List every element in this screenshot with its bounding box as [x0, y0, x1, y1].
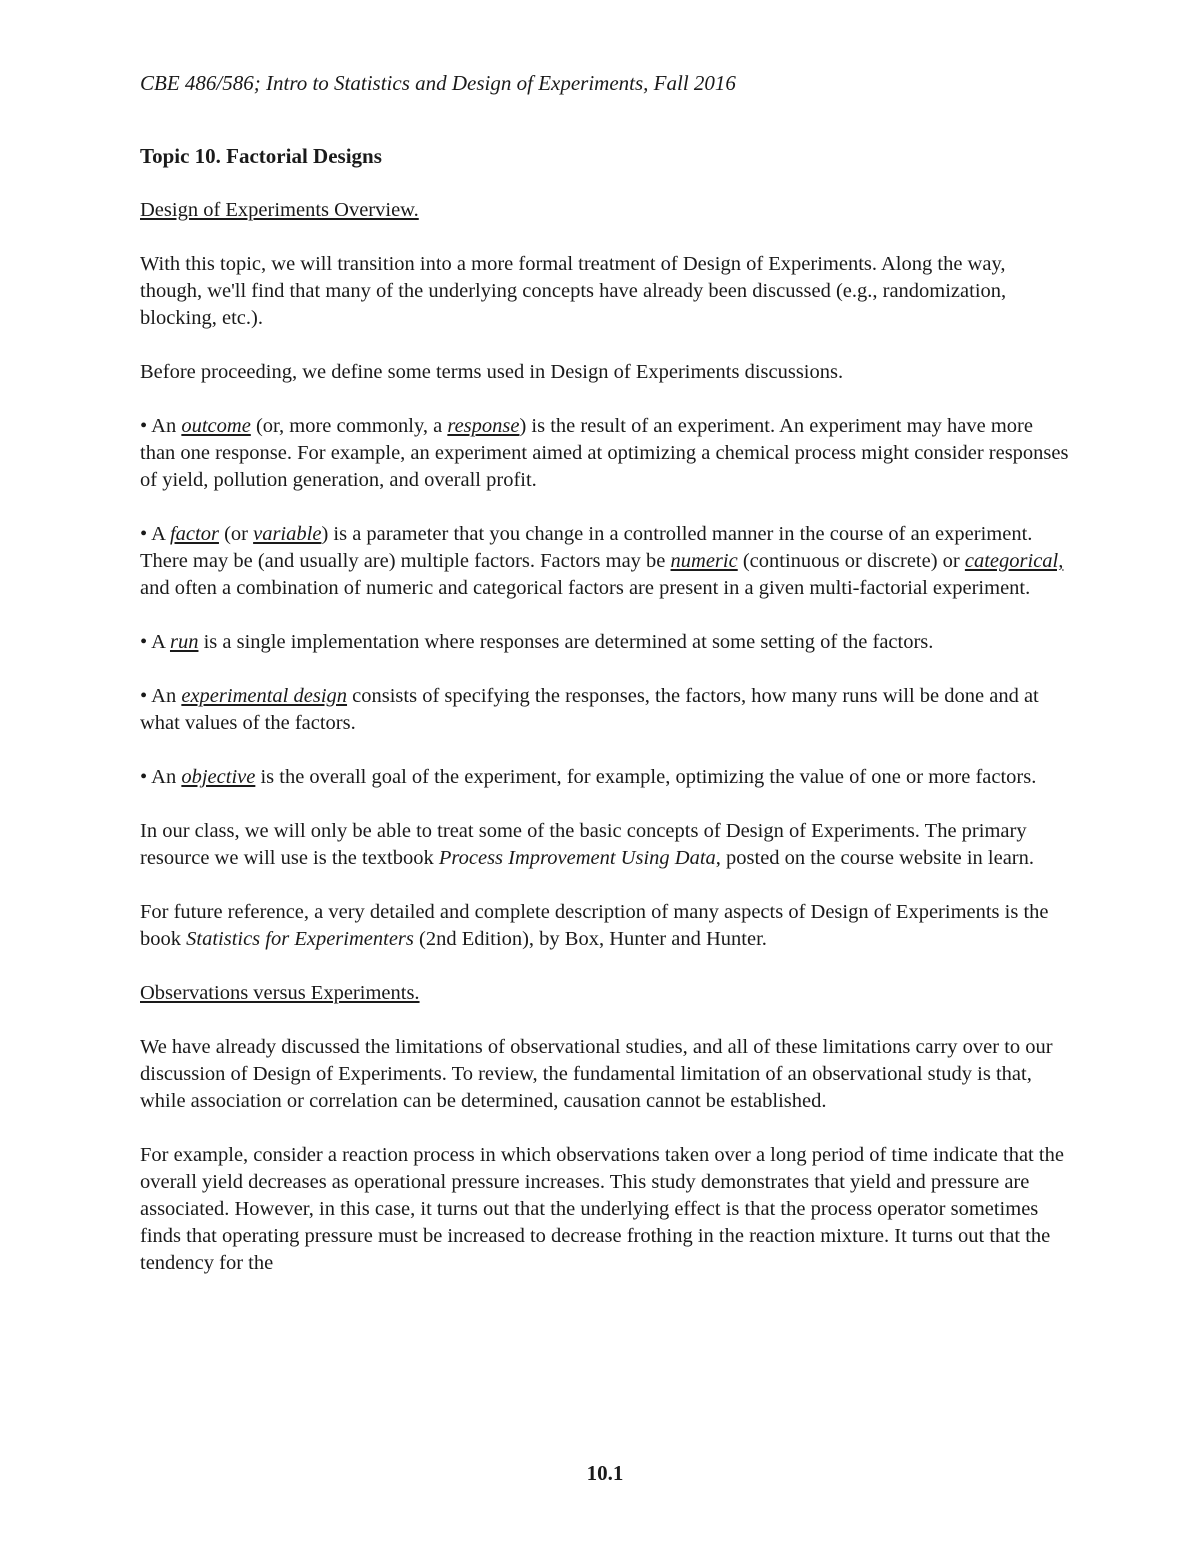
paragraph-observational: We have already discussed the limitations of observational studies, and all of these limitations carry over to our discussion of Design of Experiments. To review, the fundamental limitation of an observational study is that, while association or correlation can be determined, causation cannot be established.	[140, 1036, 1053, 1112]
definition-objective: • An objective is the overall goal of the experiment, for example, optimizing the value of one or more factors.	[140, 766, 1037, 788]
paragraph-intro: With this topic, we will transition into a more formal treatment of Design of Experiments. Along the way, though, we'll find that many of the underlying concepts have already been discussed (e.g., randomization, blocking, etc.).	[140, 253, 1007, 329]
section-heading-observations: Observations versus Experiments.	[140, 982, 420, 1004]
term-variable: variable	[253, 523, 322, 545]
book-title-process-improvement: Process Improvement Using Data	[438, 847, 716, 869]
term-response: response	[447, 415, 520, 437]
term-categorical: categorical,	[964, 550, 1064, 572]
course-header: CBE 486/586; Intro to Statistics and Design of Experiments, Fall 2016	[140, 71, 736, 95]
term-factor: factor	[169, 523, 219, 545]
section-heading-overview: Design of Experiments Overview.	[140, 199, 419, 221]
term-objective: objective	[181, 766, 256, 788]
paragraph-before: Before proceeding, we define some terms used in Design of Experiments discussions.	[140, 361, 844, 383]
definition-outcome: • An outcome (or, more commonly, a response) is the result of an experiment. An experiment may have more than one response. For example, an experiment aimed at optimizing a chemical process might consider responses of yield, pollution generation, and overall profit.	[140, 415, 1069, 491]
definition-experimental-design: • An experimental design consists of specifying the responses, the factors, how many runs will be done and at what values of the factors.	[140, 685, 1039, 734]
paragraph-class: In our class, we will only be able to treat some of the basic concepts of Design of Experiments. The primary resource we will use is the textbook Process Improvement Using Data, posted on the course website in learn.	[140, 820, 1035, 869]
topic-title: Topic 10. Factorial Designs	[140, 144, 382, 168]
term-run: run	[169, 631, 199, 653]
definition-run: • A run is a single implementation where responses are determined at some setting of the factors.	[140, 631, 934, 653]
page-number: 10.1	[586, 1461, 624, 1485]
term-numeric: numeric	[670, 550, 738, 572]
document-body	[140, 197, 1070, 1304]
book-title-statistics-for-experimenters: Statistics for Experimenters	[186, 928, 414, 950]
paragraph-example: For example, consider a reaction process in which observations taken over a long period of time indicate that the overall yield decreases as operational pressure increases. This study demonstrates that yield and pressure are associated. However, in this case, it turns out that the underlying effect is that the process operator sometimes finds that operating pressure must be increased to decrease frothing in the reaction mixture. It turns out that the tendency for the	[140, 1144, 1064, 1274]
term-outcome: outcome	[181, 415, 251, 437]
definition-factor: • A factor (or variable) is a parameter that you change in a controlled manner in the course of an experiment. There may be (and usually are) multiple factors. Factors may be numeric (continuous or discrete) or categorical, and often a combination of numeric and categorical factors are present in a given multi-factorial experiment.	[140, 523, 1064, 599]
term-experimental-design: experimental design	[181, 685, 348, 707]
paragraph-future: For future reference, a very detailed and complete description of many aspects of Design of Experiments is the book Statistics for Experimenters (2nd Edition), by Box, Hunter and Hunter.	[140, 901, 1049, 950]
